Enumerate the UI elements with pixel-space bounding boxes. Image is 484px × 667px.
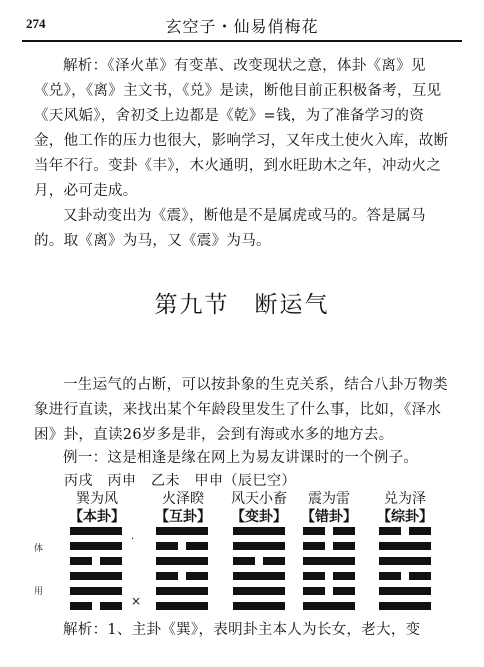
yang-segment	[233, 602, 285, 610]
hexagram-header-1	[62, 490, 132, 526]
yin-segment	[303, 527, 325, 535]
yang-segment	[156, 557, 208, 565]
yin-segment	[333, 572, 355, 580]
yin-segment	[100, 602, 122, 610]
yang-line	[70, 587, 122, 595]
hexagram-name: 火泽睽	[162, 491, 204, 507]
yin-segment	[379, 572, 401, 580]
yang-line	[379, 542, 431, 550]
yin-line	[379, 572, 431, 580]
yin-line	[70, 602, 122, 610]
page-number: 274	[26, 16, 46, 31]
yang-line	[379, 587, 431, 595]
yang-line	[156, 602, 208, 610]
ganzhi-line: 丙戌 丙申 乙未 甲申（辰巳空）	[64, 473, 296, 489]
yin-line	[303, 527, 355, 535]
yang-segment	[379, 542, 431, 550]
yin-line	[233, 557, 285, 565]
yin-segment	[379, 527, 401, 535]
yin-line	[70, 557, 122, 565]
yang-line	[70, 572, 122, 580]
yin-segment	[303, 572, 325, 580]
yin-segment	[156, 572, 178, 580]
yang-line	[156, 587, 208, 595]
yang-segment	[303, 602, 355, 610]
yang-segment	[70, 587, 122, 595]
yang-segment	[379, 587, 431, 595]
hexagram-header-3	[219, 490, 299, 526]
hexagram-name: 兑为泽	[384, 491, 426, 507]
yang-segment	[156, 587, 208, 595]
yang-segment	[70, 542, 122, 550]
yin-segment	[303, 587, 325, 595]
yin-segment	[409, 572, 431, 580]
yang-line	[379, 557, 431, 565]
yin-segment	[333, 527, 355, 535]
yin-segment	[333, 587, 355, 595]
hexagram-tag: 【互卦】	[155, 509, 211, 525]
yang-line	[70, 527, 122, 535]
yin-line	[303, 542, 355, 550]
hexagram-ben	[70, 527, 122, 613]
yin-segment	[263, 557, 285, 565]
hexagram-name: 巽为风	[76, 491, 118, 507]
yang-segment	[233, 587, 285, 595]
paragraph-intro: 一生运气的占断，可以按卦象的生克关系，结合八卦万物类象进行直读，来找出某个年龄段里发生了什么事，比如，《泽水困》卦，直读26岁多是非，会到有海或水多的地方去。	[34, 377, 448, 443]
hexagram-header-4	[294, 490, 364, 526]
yin-segment	[156, 542, 178, 550]
yong-label: 用	[34, 587, 44, 597]
page-header	[0, 0, 484, 46]
section-title: 第九节 断运气	[154, 292, 330, 318]
paragraph-example: 例一：这是相逢是缘在网上为易友讲课时的一个例子。	[63, 450, 419, 466]
paragraph-analysis-3: 解析：1、主卦《巽》，表明卦主本人为长女，老大，变	[63, 622, 421, 638]
yang-line	[233, 587, 285, 595]
yang-line	[303, 557, 355, 565]
hexagram-header-2	[148, 490, 218, 526]
hexagram-hu	[156, 527, 208, 613]
yang-segment	[70, 572, 122, 580]
yang-segment	[233, 527, 285, 535]
yang-segment	[233, 572, 285, 580]
yin-segment	[233, 557, 255, 565]
yin-segment	[333, 542, 355, 550]
yin-segment	[303, 542, 325, 550]
hexagram-tag: 【变卦】	[231, 509, 287, 525]
hexagram-tag: 【错卦】	[301, 509, 357, 525]
yin-line	[303, 572, 355, 580]
yang-segment	[379, 602, 431, 610]
yang-segment	[303, 557, 355, 565]
paragraph-analysis-1: 解析：《泽火革》有变革、改变现状之意，体卦《离》见《兑》，《离》主文书，《兑》是读，断他目前正积极备考，互见《天风姤》，舍初爻上边都是《乾》=钱，为了准备学习的资金，他工作的压力也很大，影响学习，又年戌土使火入库，故断当年不行。变卦《丰》，木火通明，到水旺助木之年，冲动火之月，必可走成。	[34, 58, 449, 199]
hexagram-bian	[233, 527, 285, 613]
hexagram-zong	[379, 527, 431, 613]
yang-line	[233, 542, 285, 550]
yin-segment	[186, 572, 208, 580]
yang-line	[303, 602, 355, 610]
hexagram-header-5	[370, 490, 440, 526]
running-title: 玄空子・仙易俏梅花	[165, 17, 319, 36]
yang-segment	[156, 527, 208, 535]
hexagram-name: 风天小畜	[231, 491, 287, 507]
yang-segment	[379, 557, 431, 565]
yang-line	[233, 527, 285, 535]
hexagram-tag: 【综卦】	[377, 509, 433, 525]
hexagram-tag: 【本卦】	[69, 509, 125, 525]
yin-line	[156, 542, 208, 550]
yin-line	[303, 587, 355, 595]
yin-segment	[100, 557, 122, 565]
yin-segment	[186, 542, 208, 550]
yin-segment	[70, 557, 92, 565]
yang-line	[233, 602, 285, 610]
yang-line	[156, 557, 208, 565]
yin-line	[156, 572, 208, 580]
hexagram-cuo	[303, 527, 355, 613]
yang-line	[233, 572, 285, 580]
ti-label: 体	[34, 544, 44, 554]
hexagram-name: 震为雷	[308, 491, 350, 507]
moving-line-x-mark: ×	[131, 594, 142, 608]
yang-segment	[156, 602, 208, 610]
yang-line	[70, 542, 122, 550]
yin-line	[379, 527, 431, 535]
yang-segment	[70, 527, 122, 535]
yang-line	[156, 527, 208, 535]
header-rule	[22, 40, 462, 42]
yang-line	[379, 602, 431, 610]
moving-line-dot-mark: ·	[131, 534, 135, 545]
yang-segment	[233, 542, 285, 550]
yin-segment	[70, 602, 92, 610]
yin-segment	[409, 527, 431, 535]
paragraph-analysis-2: 又卦动变出为《震》，断他是不是属虎或马的。答是属马的。取《离》为马，又《震》为马。	[34, 208, 426, 249]
